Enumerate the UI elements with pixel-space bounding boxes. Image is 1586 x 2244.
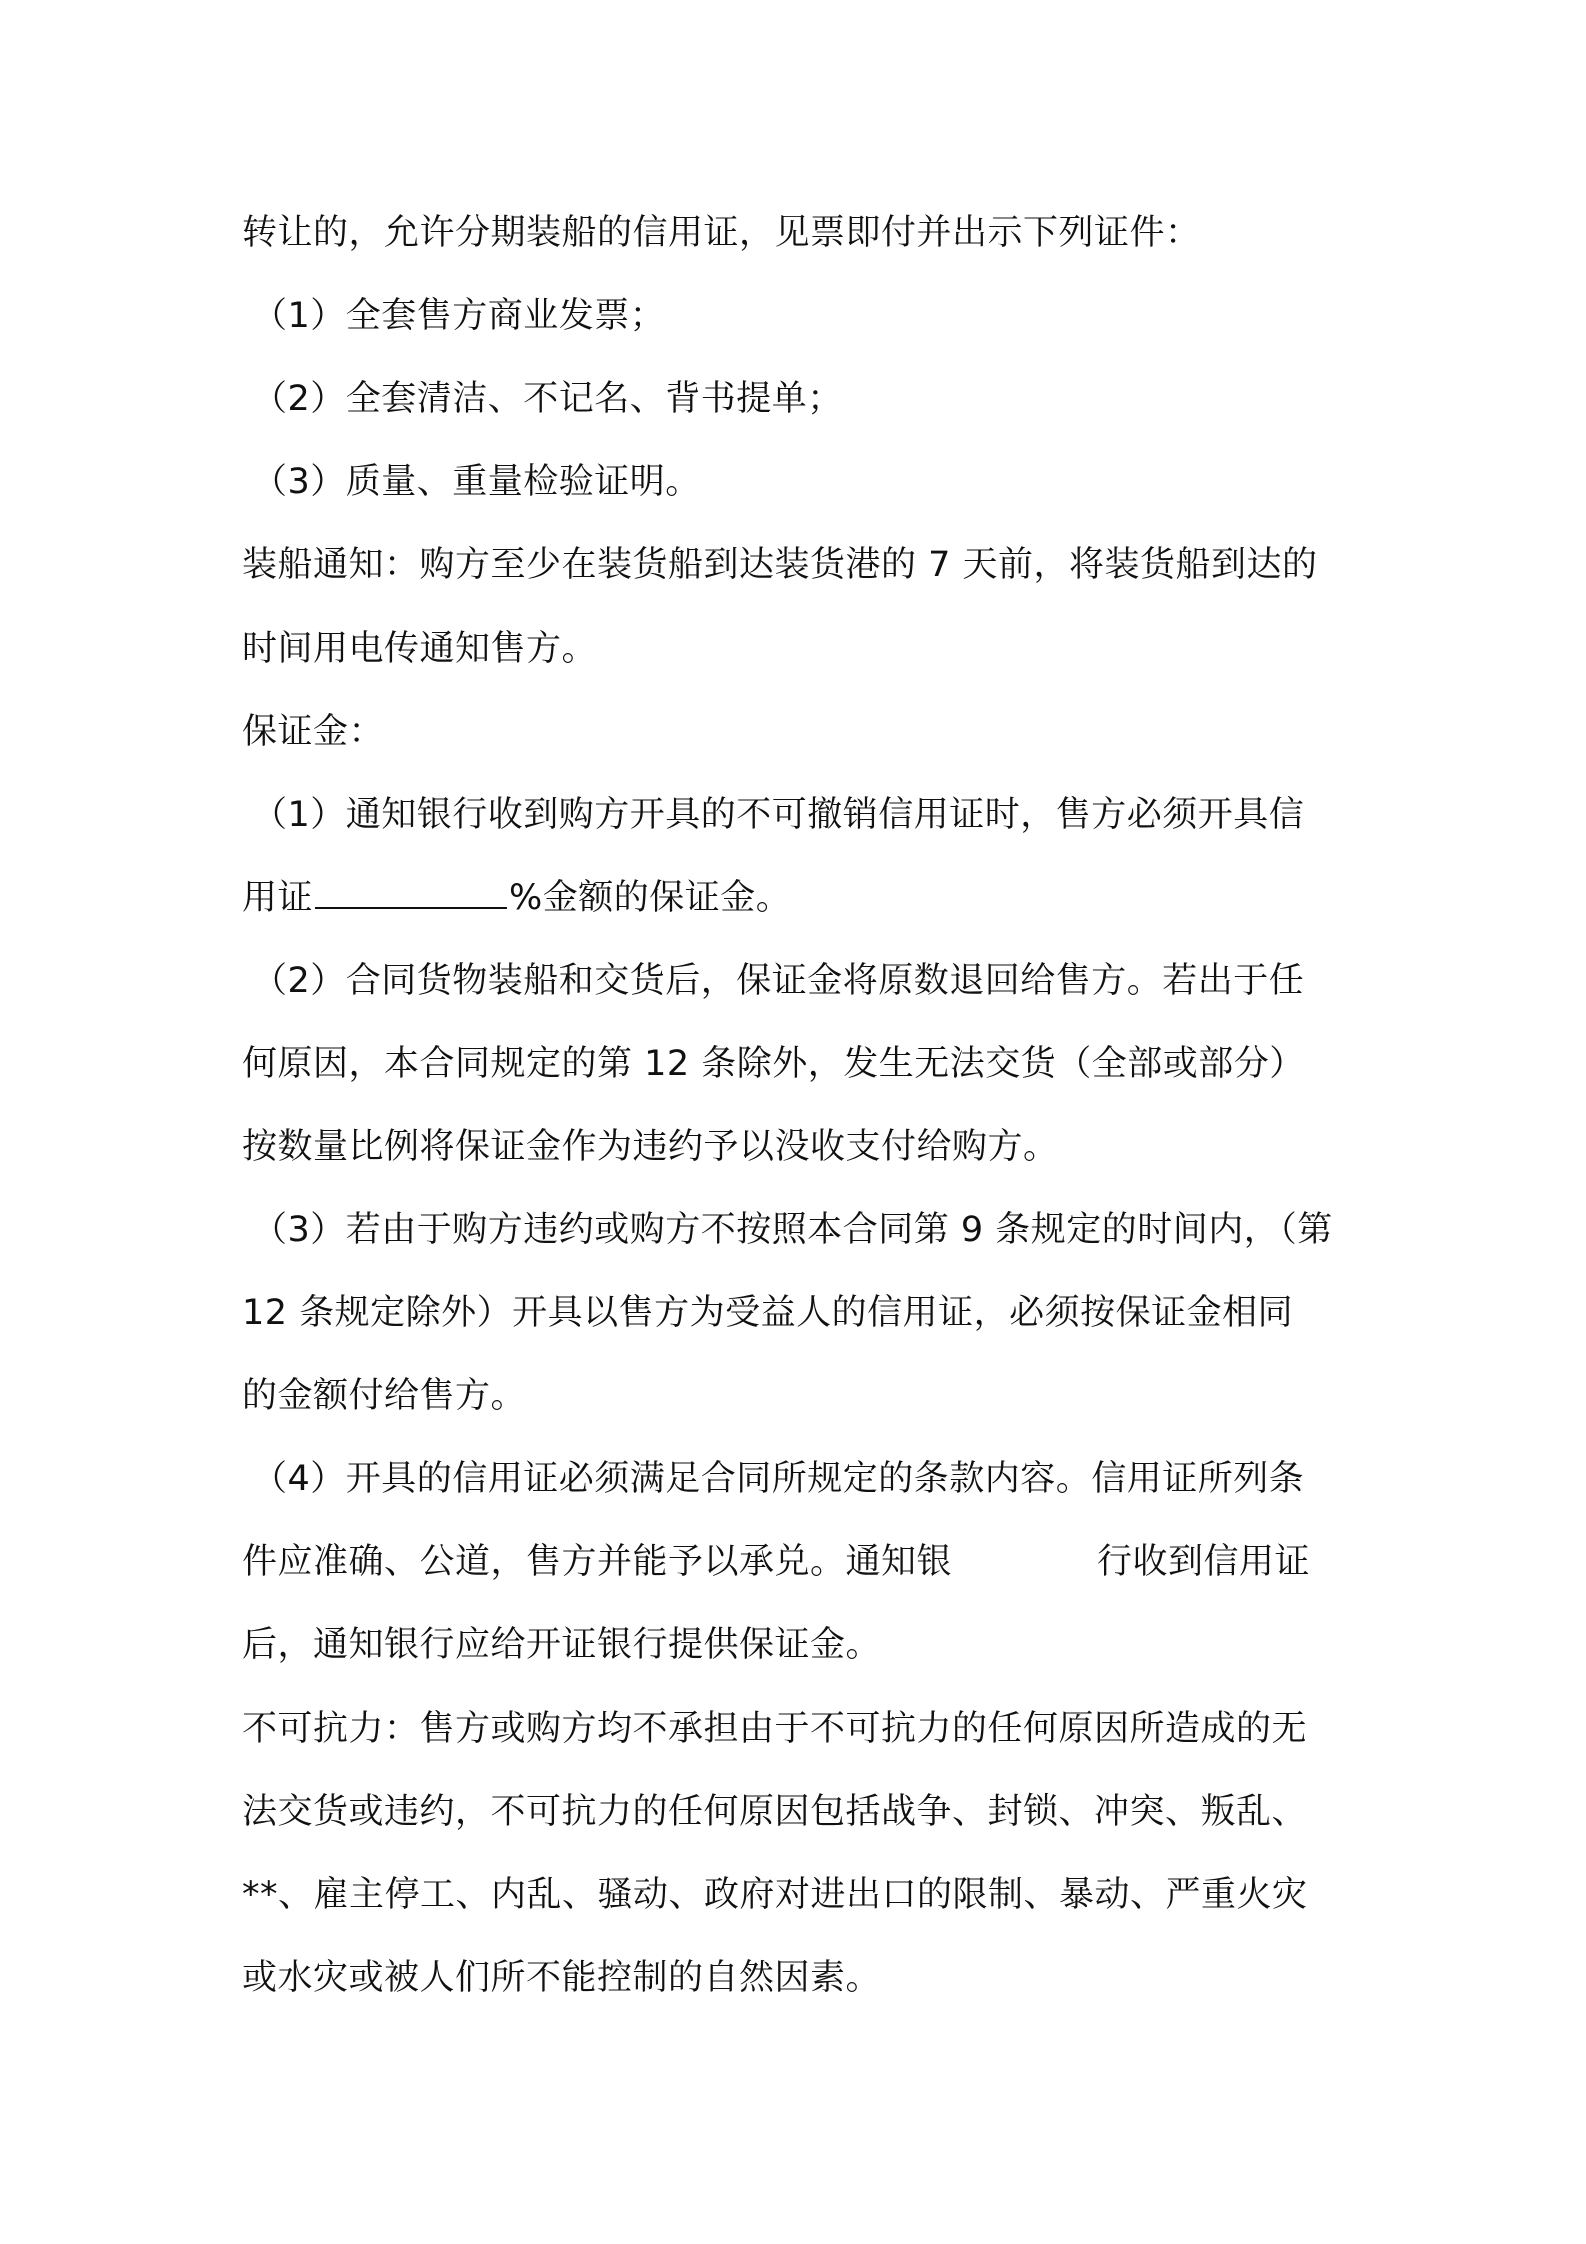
deposit-item-4-line-2-end: 行收到信用证 <box>1097 1542 1311 1582</box>
deposit-item-3-line-1: （3）若由于购方违约或购方不按照本合同第 9 条规定的时间内，（第 <box>252 1210 1333 1250</box>
percent-blank-field <box>315 877 507 909</box>
deposit-item-2-line-1: （2）合同货物装船和交货后，保证金将原数退回给售方。若出于任 <box>252 961 1305 1001</box>
deposit-item-3-line-2: 12 条规定除外）开具以售方为受益人的信用证，必须按保证金相同 <box>242 1293 1294 1333</box>
deposit-item-2-line-3: 按数量比例将保证金作为违约予以没收支付给购方。 <box>242 1127 1059 1167</box>
force-majeure-line-4: 或水灾或被人们所不能控制的自然因素。 <box>242 1958 882 1998</box>
list-item-1: （1）全套售方商业发票； <box>252 296 666 336</box>
deposit-item-2-line-2: 何原因，本合同规定的第 12 条除外，发生无法交货（全部或部分） <box>242 1044 1305 1084</box>
shipping-notice-line-1: 装船通知：购方至少在装货船到达装货港的 7 天前，将装货船到达的 <box>242 545 1318 585</box>
force-majeure-line-1: 不可抗力：售方或购方均不承担由于不可抗力的任何原因所造成的无 <box>242 1709 1308 1749</box>
deposit-item-4-line-2-start: 件应准确、公道，售方并能予以承兑。通知银 <box>242 1542 953 1582</box>
force-majeure-line-3: **、雇主停工、内乱、骚动、政府对进出口的限制、暴动、严重火灾 <box>242 1875 1308 1915</box>
list-item-3: （3）质量、重量检验证明。 <box>252 462 701 502</box>
deposit-item-1-line-1: （1）通知银行收到购方开具的不可撤销信用证时，售方必须开具信 <box>252 795 1305 835</box>
deposit-item-4-line-1: （4）开具的信用证必须满足合同所规定的条款内容。信用证所列条 <box>252 1459 1305 1499</box>
deposit-item-1-line-2 <box>242 876 791 920</box>
deposit-item-3-line-3: 的金额付给售方。 <box>242 1376 527 1416</box>
force-majeure-line-2: 法交货或违约，不可抗力的任何原因包括战争、封锁、冲突、叛乱、 <box>242 1792 1308 1832</box>
deposit-item-1-prefix: 用证 <box>242 878 314 918</box>
deposit-item-1-suffix: %金额的保证金。 <box>509 878 792 918</box>
deposit-item-4-line-2 <box>242 1540 1310 1584</box>
deposit-item-4-line-3: 后，通知银行应给开证银行提供保证金。 <box>242 1625 882 1665</box>
list-item-2: （2）全套清洁、不记名、背书提单； <box>252 379 843 419</box>
shipping-notice-line-2: 时间用电传通知售方。 <box>242 629 598 669</box>
text-line-1: 转让的，允许分期装船的信用证，见票即付并出示下列证件： <box>242 213 1201 253</box>
deposit-heading: 保证金： <box>242 712 385 752</box>
